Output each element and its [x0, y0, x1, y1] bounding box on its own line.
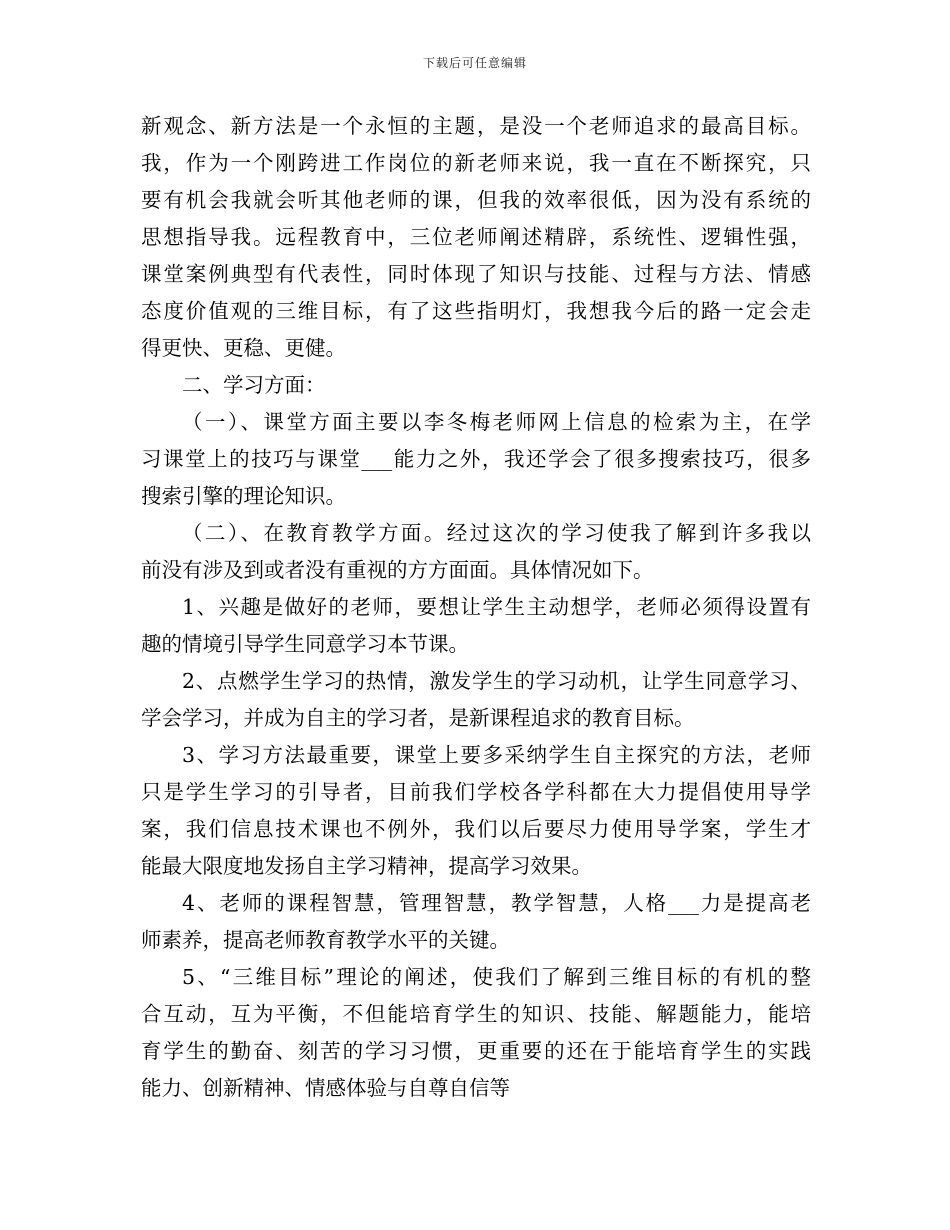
text-line: （二）、在教育教学方面。经过这次的学习使我了解到许多我以	[182, 521, 811, 545]
text-line: 习课堂上的技巧与课堂___能力之外，我还学会了很多搜索技巧，很多	[141, 447, 811, 471]
text-line: 合互动，互为平衡，不但能培育学生的知识、技能、解题能力，能培	[141, 1002, 811, 1026]
text-line: 我，作为一个刚跨进工作岗位的新老师来说，我一直在不断探究，只	[141, 151, 811, 175]
text-line: 学会学习，并成为自主的学习者，是新课程追求的教育目标。	[141, 706, 695, 730]
text-line: 只是学生学习的引导者，目前我们学校各学科都在大力提倡使用导学	[141, 780, 811, 804]
text-line: 搜索引擎的理论知识。	[141, 484, 346, 508]
text-line: 前没有涉及到或者没有重视的方方面面。具体情况如下。	[141, 558, 654, 582]
text-line: 2、点燃学生学习的热情，激发学生的学习动机，让学生同意学习、	[182, 669, 811, 693]
text-line: 课堂案例典型有代表性，同时体现了知识与技能、过程与方法、情感	[141, 262, 811, 286]
text-line: 要有机会我就会听其他老师的课，但我的效率很低，因为没有系统的	[141, 188, 811, 212]
text-line: 1、兴趣是做好的老师，要想让学生主动想学，老师必须得设置有	[182, 595, 811, 619]
body-text	[141, 108, 811, 1107]
text-line: 师素养，提高老师教育教学水平的关键。	[141, 928, 510, 952]
text-line: 得更快、更稳、更健。	[141, 336, 346, 360]
text-line: 5、“三维目标”理论的阐述，使我们了解到三维目标的有机的整	[182, 965, 811, 989]
text-line: 3、学习方法最重要，课堂上要多采纳学生自主探究的方法，老师	[182, 743, 811, 767]
page-header: 下载后可任意编辑	[422, 56, 527, 70]
text-line: 趣的情境引导学生同意学习本节课。	[141, 632, 469, 656]
text-line: 新观念、新方法是一个永恒的主题，是没一个老师追求的最高目标。	[141, 114, 811, 138]
text-line: 思想指导我。远程教育中，三位老师阐述精辟，系统性、逻辑性强，	[141, 225, 811, 249]
text-line: 案，我们信息技术课也不例外，我们以后要尽力使用导学案，学生才	[141, 817, 811, 841]
text-line: 能力、创新精神、情感体验与自尊自信等	[141, 1076, 510, 1100]
text-line: 态度价值观的三维目标，有了这些指明灯，我想我今后的路一定会走	[141, 299, 811, 323]
text-line: 4、老师的课程智慧，管理智慧，教学智慧，人格___力是提高老	[182, 891, 811, 915]
text-line: （一）、课堂方面主要以李冬梅老师网上信息的检索为主，在学	[182, 410, 811, 434]
text-line: 能最大限度地发扬自主学习精神，提高学习效果。	[141, 854, 592, 878]
text-line: 二、学习方面：	[182, 373, 326, 397]
text-line: 育学生的勤奋、刻苦的学习习惯，更重要的还在于能培育学生的实践	[141, 1039, 811, 1063]
